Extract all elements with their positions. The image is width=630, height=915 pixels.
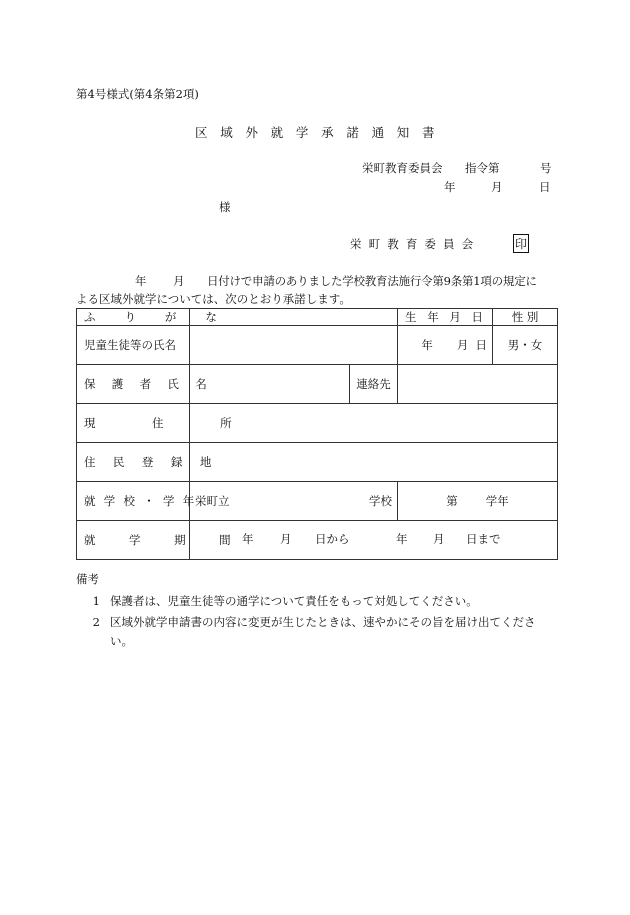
period-to-day: 日まで	[466, 532, 501, 546]
body-year: 年	[135, 274, 147, 288]
furigana-label: ふ り が な	[84, 310, 230, 324]
note-text: 区域外就学申請書の内容に変更が生じたときは、速やかにその旨を届け出てください。	[110, 615, 536, 648]
form-number: 第4号様式(第4条第2項)	[76, 87, 199, 101]
issue-date-month: 月	[491, 180, 503, 194]
application-table	[76, 308, 558, 560]
student-name-label-cell	[77, 326, 190, 365]
school-value	[195, 493, 392, 509]
issue-date-day: 日	[539, 180, 551, 194]
school-prefix: 栄町立	[195, 494, 230, 508]
address-label-cell	[77, 404, 259, 443]
period-input[interactable]	[190, 521, 558, 560]
registered-address-label: 住 民 登 録 地	[84, 455, 219, 469]
birth-label-char: 生	[405, 310, 417, 324]
period-row	[77, 521, 558, 560]
registered-address-label-cell	[77, 443, 219, 482]
grade-input[interactable]	[398, 482, 558, 521]
birth-year: 年	[421, 338, 433, 352]
note-item	[76, 613, 556, 651]
gender-label: 性 別	[511, 310, 539, 324]
period-value	[195, 531, 552, 549]
birth-label	[403, 309, 487, 325]
gender-cell[interactable]	[493, 326, 558, 365]
period-from-day: 日から	[315, 532, 350, 546]
school-row	[77, 482, 558, 521]
note-number: 2	[92, 615, 100, 629]
school-label: 就 学 校 ・ 学 年	[84, 494, 197, 508]
birth-label-char: 年	[427, 310, 439, 324]
birth-label-char: 月	[449, 310, 461, 324]
address-label: 現 住 所	[84, 416, 259, 430]
document-title: 区 域 外 就 学 承 諾 通 知 書	[195, 125, 439, 140]
grade-value	[403, 493, 552, 509]
body-month: 月	[173, 274, 185, 288]
furigana-label-cell	[77, 309, 230, 326]
period-to-year: 年	[396, 532, 408, 546]
period-to-month: 月	[433, 532, 445, 546]
school-label-cell	[77, 482, 197, 521]
guardian-row	[77, 365, 558, 404]
birth-day: 日	[475, 338, 488, 352]
contact-label-cell	[350, 365, 398, 404]
notes-heading: 備考	[76, 572, 99, 586]
recipient-suffix: 様	[219, 200, 231, 214]
guardian-label: 保 護 者 氏 名	[84, 377, 214, 391]
contact-label: 連絡先	[356, 377, 391, 391]
grade-prefix: 第	[446, 494, 458, 508]
issue-date-year: 年	[444, 180, 456, 194]
school-input[interactable]	[190, 482, 398, 521]
address-row	[77, 404, 558, 443]
birth-label-char: 日	[471, 310, 483, 324]
registered-address-input[interactable]	[190, 443, 558, 482]
registered-address-row	[77, 443, 558, 482]
birth-month: 月	[456, 338, 469, 352]
guardian-name-input[interactable]	[190, 365, 350, 404]
body-text-line1: 日付けで申請のありました学校教育法施行令第9条第1項の規定に	[207, 274, 537, 288]
note-item	[76, 592, 556, 611]
school-suffix: 学校	[369, 494, 393, 508]
issuer-signature: 栄 町 教 育 委 員 会	[350, 237, 475, 251]
birth-date	[403, 337, 487, 353]
note-number: 1	[92, 594, 100, 608]
furigana-row	[77, 309, 558, 326]
period-label-cell	[77, 521, 246, 560]
contact-input[interactable]	[398, 365, 558, 404]
period-from-month: 月	[280, 532, 292, 546]
period-from-year: 年	[242, 532, 254, 546]
birth-date-cell[interactable]	[398, 326, 493, 365]
number-suffix: 号	[540, 161, 552, 175]
number-prefix: 指令第	[465, 161, 500, 175]
student-name-row	[77, 326, 558, 365]
issuer-committee: 栄町教育委員会	[362, 161, 443, 175]
guardian-label-cell	[77, 365, 214, 404]
birth-label-cell	[398, 309, 493, 326]
student-name-input[interactable]	[190, 326, 398, 365]
gender-label-cell	[493, 309, 558, 326]
student-name-label: 児童生徒等の氏名	[84, 338, 176, 352]
gender-options: 男・女	[507, 338, 543, 352]
note-text: 保護者は、児童生徒等の通学について責任をもって対処してください。	[110, 594, 478, 608]
seal-mark: 印	[513, 234, 529, 253]
grade-suffix: 学年	[485, 494, 509, 508]
period-label: 就 学 期 間	[84, 533, 246, 547]
notes-section	[76, 570, 556, 651]
body-text-line2: よる区域外就学については、次のとおり承諾します。	[76, 292, 351, 306]
